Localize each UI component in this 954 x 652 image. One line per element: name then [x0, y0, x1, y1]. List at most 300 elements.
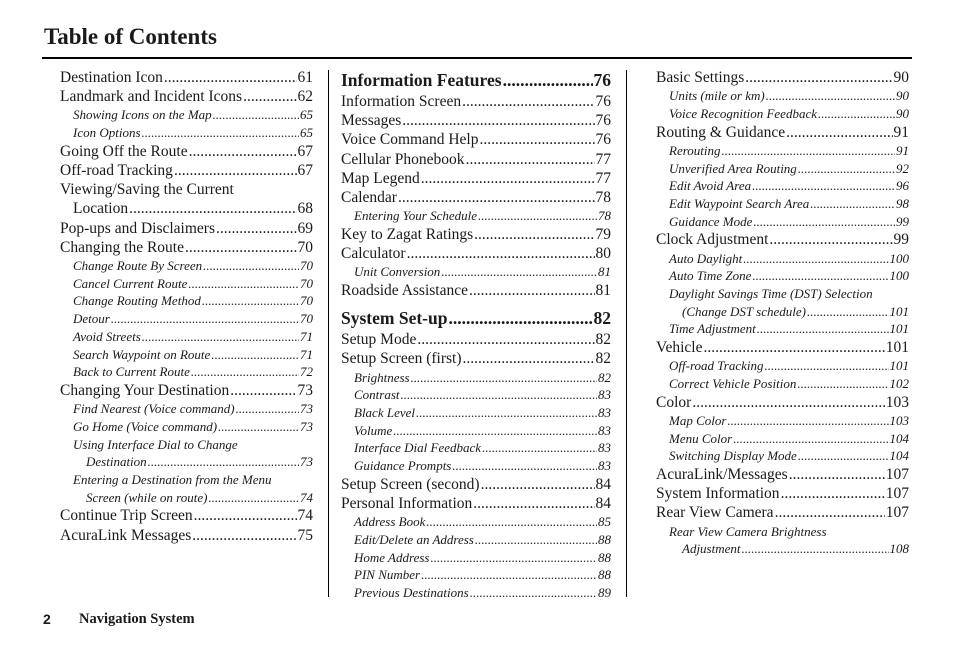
toc-entry	[656, 503, 909, 522]
dot-leader	[188, 275, 299, 293]
dot-leader	[810, 195, 895, 213]
toc-subentry	[341, 404, 611, 422]
toc-page-number: 108	[889, 541, 909, 557]
dot-leader	[745, 68, 892, 87]
toc-page-number: 92	[896, 160, 909, 176]
toc-entry-label: Viewing/Saving the Current	[60, 181, 234, 199]
dot-leader	[407, 244, 595, 263]
toc-entry-label: AcuraLink Messages	[60, 526, 192, 544]
toc-entry-label: Rerouting	[669, 142, 721, 158]
toc-section-heading	[341, 68, 611, 92]
dot-leader	[148, 453, 299, 471]
toc-page-number: 104	[889, 430, 909, 446]
dot-leader	[164, 68, 297, 87]
dot-leader	[478, 207, 597, 225]
toc-entry	[341, 188, 611, 207]
toc-entry-label: Messages	[341, 112, 402, 130]
toc-entry	[341, 349, 611, 368]
column-divider	[328, 70, 329, 597]
dot-leader	[452, 457, 597, 475]
toc-subentry	[656, 267, 909, 285]
dot-leader	[421, 169, 595, 188]
dot-leader	[202, 292, 299, 310]
toc-page-number: 100	[889, 250, 909, 266]
toc-subentry	[60, 400, 313, 418]
toc-entry	[341, 281, 611, 300]
toc-page-number: 72	[300, 364, 313, 380]
dot-leader	[727, 412, 888, 430]
toc-entry	[60, 219, 313, 238]
toc-page-number: 67	[297, 142, 313, 160]
toc-subentry	[60, 310, 313, 328]
toc-entry-label: Change Route By Screen	[73, 258, 203, 274]
toc-entry-label: Auto Time Zone	[669, 268, 752, 284]
toc-entry-label: Rear View Camera Brightness	[669, 523, 827, 539]
toc-entry-label: Find Nearest (Voice command)	[73, 401, 235, 417]
toc-entry-label: Edit/Delete an Address	[354, 531, 474, 547]
dot-leader	[230, 381, 296, 400]
toc-entry-label: Edit Waypoint Search Area	[669, 195, 810, 211]
column-divider	[626, 70, 627, 597]
toc-page-number: 107	[885, 485, 909, 503]
toc-entry-label: (Change DST schedule)	[682, 303, 806, 319]
toc-entry	[656, 465, 909, 484]
toc-entry	[60, 381, 313, 400]
toc-entry	[341, 244, 611, 263]
toc-subentry	[656, 142, 909, 160]
dot-leader	[129, 199, 296, 218]
toc-page-number: 67	[297, 162, 313, 180]
toc-page-number: 76	[593, 70, 611, 90]
toc-entry-label: Going Off the Route	[60, 142, 188, 160]
toc-entry-label: Routing & Guidance	[656, 123, 786, 141]
dot-leader	[742, 540, 889, 558]
toc-entry-label: Auto Daylight	[669, 250, 743, 266]
dot-leader	[752, 267, 888, 285]
dot-leader	[417, 330, 594, 349]
toc-page-number: 70	[300, 258, 313, 274]
toc-entry-label: PIN Number	[354, 567, 421, 583]
footer-title: Navigation System	[79, 611, 195, 627]
toc-entry-label: Personal Information	[341, 495, 473, 513]
toc-page-number: 76	[595, 112, 611, 130]
toc-entry-label: Screen (while on route)	[86, 489, 208, 505]
toc-entry-label: Calendar	[341, 189, 397, 207]
toc-page-number: 75	[297, 526, 313, 544]
toc-page-number: 85	[598, 514, 611, 530]
toc-entry-label: Showing Icons on the Map	[73, 107, 212, 123]
toc-subentry	[60, 471, 313, 506]
toc-page-number: 69	[297, 219, 313, 237]
toc-entry-label: Map Color	[669, 412, 727, 428]
toc-entry-label: Search Waypoint on Route	[73, 346, 211, 362]
toc-subentry	[60, 275, 313, 293]
dot-leader	[142, 328, 299, 346]
toc-entry-label: System Set-up	[341, 308, 448, 329]
toc-page-number: 107	[885, 504, 909, 522]
toc-entry-label: Setup Screen (first)	[341, 350, 462, 368]
toc-subentry	[60, 328, 313, 346]
toc-subentry	[341, 531, 611, 549]
toc-entry-label: Changing Your Destination	[60, 381, 230, 399]
toc-entry-label: Unverified Area Routing	[669, 160, 797, 176]
dot-leader	[775, 503, 885, 522]
toc-entry-label: Brightness	[354, 369, 410, 385]
toc-entry-label: Contrast	[354, 387, 400, 403]
toc-page-number: 78	[598, 208, 611, 224]
toc-entry-label: Entering a Destination from the Menu	[73, 471, 272, 487]
toc-entry-label: Off-road Tracking	[669, 358, 764, 374]
toc-subentry	[656, 285, 909, 320]
toc-subentry	[656, 523, 909, 558]
toc-page-number: 100	[889, 268, 909, 284]
toc-page-number: 70	[300, 311, 313, 327]
dot-leader	[401, 386, 597, 404]
toc-subentry	[656, 160, 909, 178]
toc-subentry	[60, 106, 313, 124]
dot-leader	[462, 92, 594, 111]
toc-page-number: 83	[598, 405, 611, 421]
dot-leader	[798, 160, 895, 178]
toc-page-number: 101	[889, 303, 909, 319]
toc-page-number: 90	[893, 69, 909, 86]
toc-entry	[341, 169, 611, 188]
dot-leader	[743, 250, 888, 268]
toc-entry-label: Vehicle	[656, 339, 703, 357]
toc-page-number: 91	[893, 123, 909, 141]
dot-leader	[398, 188, 595, 207]
dot-leader	[475, 531, 597, 549]
toc-entry-label: Back to Current Route	[73, 364, 190, 380]
toc-subentry	[656, 195, 909, 213]
toc-page-number: 83	[598, 422, 611, 438]
dot-leader	[479, 130, 594, 149]
toc-entry-label: Time Adjustment	[669, 321, 756, 337]
toc-entry-label: Color	[656, 393, 692, 411]
dot-leader	[482, 439, 597, 457]
toc-entry-label: Changing the Route	[60, 238, 184, 256]
toc-subentry	[341, 566, 611, 584]
toc-entry-label: Information Screen	[341, 93, 462, 110]
dot-leader	[766, 87, 895, 105]
toc-entry-label: Voice Command Help	[341, 131, 479, 149]
toc-entry	[341, 225, 611, 244]
toc-entry	[60, 68, 313, 87]
dot-leader	[185, 238, 297, 257]
toc-entry	[60, 87, 313, 106]
toc-entry-label: Correct Vehicle Position	[669, 375, 797, 391]
toc-subentry	[656, 447, 909, 465]
toc-entry-label: Calculator	[341, 245, 406, 263]
dot-leader	[402, 111, 594, 130]
dot-leader	[765, 357, 889, 375]
toc-entry	[341, 92, 611, 111]
toc-page-number: 88	[598, 567, 611, 583]
dot-leader	[243, 87, 296, 106]
dot-leader	[393, 422, 597, 440]
dot-leader	[208, 489, 299, 507]
toc-entry	[341, 130, 611, 149]
toc-entry-label: Guidance Mode	[669, 213, 753, 229]
toc-entry	[656, 230, 909, 249]
toc-page-number: 65	[300, 107, 313, 123]
toc-page-number: 76	[595, 93, 611, 110]
toc-entry	[341, 111, 611, 130]
toc-entry-label: Home Address	[354, 549, 430, 565]
dot-leader	[463, 349, 595, 368]
toc-entry-label: Entering Your Schedule	[354, 208, 478, 224]
dot-leader	[807, 303, 889, 321]
toc-entry	[60, 161, 313, 180]
dot-leader	[426, 513, 597, 531]
toc-entry	[656, 393, 909, 412]
toc-entry-label: Adjustment	[682, 541, 741, 557]
dot-leader	[189, 142, 297, 161]
toc-entry-label: Interface Dial Feedback	[354, 440, 482, 456]
page-number: 2	[43, 611, 51, 627]
toc-page-number: 101	[889, 321, 909, 337]
toc-entry-label: Basic Settings	[656, 69, 745, 86]
toc-entry-label: Key to Zagat Ratings	[341, 225, 474, 243]
toc-entry-label: Setup Screen (second)	[341, 475, 480, 493]
toc-subentry	[341, 549, 611, 567]
toc-entry	[60, 142, 313, 161]
toc-section-heading	[341, 306, 611, 330]
dot-leader	[757, 320, 889, 338]
toc-entry	[341, 330, 611, 349]
toc-subentry	[656, 250, 909, 268]
toc-subentry	[60, 346, 313, 364]
toc-entry-label: Clock Adjustment	[656, 231, 769, 249]
dot-leader	[733, 430, 888, 448]
toc-entry-label: Icon Options	[73, 125, 141, 141]
toc-entry	[341, 494, 611, 513]
dot-leader	[142, 124, 299, 142]
toc-entry-label: Location	[73, 200, 129, 218]
toc-page-number: 74	[297, 507, 313, 525]
toc-page-number: 96	[896, 178, 909, 194]
toc-entry-label: Destination Icon	[60, 69, 163, 86]
toc-page-number: 70	[300, 275, 313, 291]
toc-entry-label: Continue Trip Screen	[60, 507, 193, 525]
toc-entry	[60, 238, 313, 257]
toc-entry-label: Change Routing Method	[73, 293, 201, 309]
toc-subentry	[60, 292, 313, 310]
dot-leader	[111, 310, 299, 328]
toc-subentry	[341, 439, 611, 457]
toc-page-number: 65	[300, 125, 313, 141]
toc-page-number: 83	[598, 458, 611, 474]
toc-subentry	[656, 320, 909, 338]
toc-subentry	[341, 263, 611, 281]
toc-entry-label: Roadside Assistance	[341, 282, 468, 300]
toc-page-number: 102	[889, 375, 909, 391]
toc-subentry	[60, 436, 313, 471]
toc-entry	[60, 526, 313, 545]
toc-page-number: 61	[297, 69, 313, 86]
toc-entry-label: Units (mile or km)	[669, 88, 765, 104]
toc-page-number: 81	[598, 264, 611, 280]
toc-entry-label: Map Legend	[341, 169, 420, 187]
toc-page-number: 70	[297, 238, 313, 256]
toc-page-number: 103	[889, 412, 909, 428]
toc-page-number: 104	[889, 448, 909, 464]
toc-subentry	[341, 457, 611, 475]
toc-entry-label: Volume	[354, 422, 393, 438]
toc-subentry	[656, 177, 909, 195]
toc-page-number: 83	[598, 440, 611, 456]
toc-subentry	[656, 357, 909, 375]
toc-entry-label: Rear View Camera	[656, 504, 774, 522]
dot-leader	[211, 346, 299, 364]
dot-leader	[466, 150, 595, 169]
toc-page-number: 82	[593, 308, 611, 329]
dot-leader	[192, 526, 296, 545]
dot-leader	[421, 566, 597, 584]
dot-leader	[798, 447, 889, 465]
toc-page-number: 84	[595, 475, 611, 493]
toc-subentry	[60, 124, 313, 142]
dot-leader	[194, 506, 297, 525]
toc-subentry	[341, 422, 611, 440]
dot-leader	[753, 213, 895, 231]
dot-leader	[216, 219, 297, 238]
dot-leader	[474, 225, 594, 244]
toc-page-number: 71	[300, 346, 313, 362]
toc-page-number: 82	[595, 331, 611, 349]
dot-leader	[469, 281, 595, 300]
dot-leader	[411, 369, 597, 387]
dot-leader	[692, 393, 884, 412]
toc-page-number: 74	[300, 489, 313, 505]
toc-page-number: 88	[598, 531, 611, 547]
dot-leader	[752, 177, 895, 195]
toc-page-number: 78	[595, 189, 611, 207]
toc-column-2	[341, 68, 611, 602]
toc-entry-label: Voice Recognition Feedback	[669, 105, 817, 121]
dot-leader	[722, 142, 895, 160]
toc-subentry	[656, 87, 909, 105]
dot-leader	[769, 230, 892, 249]
toc-page-number: 81	[595, 282, 611, 300]
toc-page-number: 99	[893, 231, 909, 249]
toc-page-number: 71	[300, 328, 313, 344]
toc-subentry	[656, 105, 909, 123]
toc-page-number: 90	[896, 88, 909, 104]
toc-entry-label: Go Home (Voice command)	[73, 418, 218, 434]
toc-entry-label: Edit Avoid Area	[669, 178, 752, 194]
toc-page-number: 101	[889, 358, 909, 374]
toc-page-number: 73	[297, 381, 313, 399]
toc-entry	[656, 123, 909, 142]
toc-page-number: 103	[885, 393, 909, 411]
toc-column-1	[60, 68, 313, 545]
toc-subentry	[341, 207, 611, 225]
dot-leader	[218, 418, 299, 436]
toc-entry-label: Using Interface Dial to Change	[73, 436, 238, 452]
toc-subentry	[60, 257, 313, 275]
toc-page-number: 88	[598, 549, 611, 565]
toc-page-number: 82	[595, 350, 611, 368]
toc-entry	[60, 506, 313, 525]
toc-page-number: 62	[297, 88, 313, 106]
toc-page-number: 83	[598, 387, 611, 403]
toc-entry-label: Address Book	[354, 514, 426, 530]
toc-entry-label: Daylight Savings Time (DST) Selection	[669, 285, 873, 301]
toc-entry-label: Off-road Tracking	[60, 162, 173, 180]
toc-entry-label: Information Features	[341, 70, 502, 90]
toc-entry	[341, 150, 611, 169]
toc-entry-label: Cancel Current Route	[73, 275, 188, 291]
toc-page-number: 84	[595, 495, 611, 513]
dot-leader	[703, 338, 884, 357]
toc-page-number: 68	[297, 200, 313, 218]
dot-leader	[786, 123, 892, 142]
toc-entry-label: Unit Conversion	[354, 264, 441, 280]
toc-subentry	[60, 418, 313, 436]
toc-entry-label: Black Level	[354, 405, 415, 421]
toc-entry-label: Avoid Streets	[73, 328, 141, 344]
dot-leader	[481, 475, 595, 494]
toc-entry-label: Pop-ups and Disclaimers	[60, 219, 215, 237]
toc-page-number: 76	[595, 131, 611, 149]
toc-subentry	[341, 369, 611, 387]
toc-page-number: 77	[595, 150, 611, 168]
toc-subentry	[60, 363, 313, 381]
dot-leader	[174, 161, 297, 180]
toc-page-number: 101	[885, 339, 909, 357]
toc-page-number: 73	[300, 418, 313, 434]
toc-subentry	[656, 375, 909, 393]
toc-subentry	[656, 430, 909, 448]
toc-entry-label: Switching Display Mode	[669, 448, 797, 464]
toc-entry-label: Setup Mode	[341, 331, 417, 349]
toc-entry	[656, 68, 909, 87]
dot-leader	[213, 106, 299, 124]
toc-subentry	[341, 584, 611, 602]
dot-leader	[781, 484, 885, 503]
dot-leader	[789, 465, 885, 484]
toc-entry-label: AcuraLink/Messages	[656, 465, 788, 483]
toc-subentry	[341, 513, 611, 531]
dot-leader	[416, 404, 597, 422]
toc-entry-label: Menu Color	[669, 430, 733, 446]
dot-leader	[203, 257, 299, 275]
toc-entry-label: System Information	[656, 485, 780, 503]
toc-page-number: 79	[595, 225, 611, 243]
toc-page-number: 99	[896, 213, 909, 229]
dot-leader	[470, 584, 597, 602]
dot-leader	[191, 363, 299, 381]
dot-leader	[448, 306, 592, 330]
dot-leader	[818, 105, 895, 123]
toc-entry-label: Destination	[86, 454, 147, 470]
dot-leader	[430, 549, 597, 567]
dot-leader	[441, 263, 597, 281]
toc-page-number: 89	[598, 585, 611, 601]
toc-page-number: 77	[595, 169, 611, 187]
toc-entry-label: Cellular Phonebook	[341, 150, 465, 168]
toc-entry	[656, 338, 909, 357]
toc-page-number: 80	[595, 245, 611, 263]
toc-page-number: 98	[896, 195, 909, 211]
dot-leader	[473, 494, 594, 513]
toc-entry-label: Landmark and Incident Icons	[60, 88, 243, 106]
toc-entry-label: Detour	[73, 311, 110, 327]
toc-page-number: 107	[885, 465, 909, 483]
dot-leader	[797, 375, 888, 393]
toc-page-number: 90	[896, 105, 909, 121]
